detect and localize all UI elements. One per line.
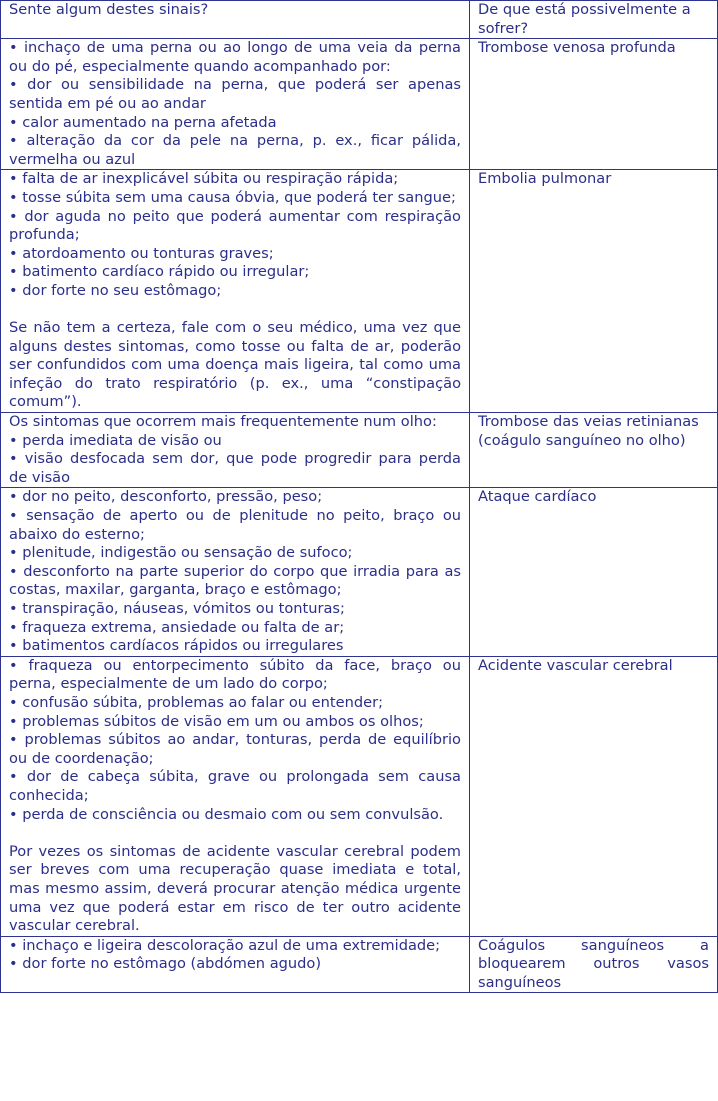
condition-cell <box>470 413 718 488</box>
condition-cell <box>470 39 718 170</box>
condition-name: Embolia pulmonar <box>478 170 612 188</box>
sign-line: • inchaço de uma perna ou ao longo de uma veia da perna ou do pé, especialmente quando acompanhado por: <box>9 39 461 75</box>
sign-line: • dor forte no estômago (abdómen agudo) <box>9 955 322 973</box>
sign-line: • tosse súbita sem uma causa óbvia, que poderá ter sangue; <box>9 188 456 206</box>
sign-line: • fraqueza ou entorpecimento súbito da face, braço ou perna, especialmente de um lado do corpo; <box>9 656 461 693</box>
sign-line: • confusão súbita, problemas ao falar ou entender; <box>9 693 384 711</box>
condition-note: (coágulo sanguíneo no olho) <box>478 431 686 449</box>
spacer <box>9 824 461 843</box>
sign-line: • problemas súbitos de visão em um ou ambos os olhos; <box>9 712 424 730</box>
sign-line: • batimento cardíaco rápido ou irregular; <box>9 263 310 281</box>
signs-cell <box>1 936 470 993</box>
header-condition: De que está possivelmente a sofrer? <box>470 1 718 39</box>
sign-note: Se não tem a certeza, fale com o seu médico, uma vez que alguns destes sintomas, como tosse ou falta de ar, poderão ser confundidos com uma doença mais ligeira, tal como uma infeção do trato respiratório (p. ex., uma “constipação comum”). <box>9 319 461 411</box>
signs-cell <box>1 413 470 488</box>
sign-line: • inchaço e ligeira descoloração azul de uma extremidade; <box>9 936 441 954</box>
sign-line: • dor aguda no peito que poderá aumentar com respiração profunda; <box>9 207 461 244</box>
signs-cell <box>1 170 470 413</box>
sign-line: • dor ou sensibilidade na perna, que poderá ser apenas sentida em pé ou ao andar <box>9 76 461 112</box>
sign-line: • dor no peito, desconforto, pressão, peso; <box>9 488 323 506</box>
condition-name: Ataque cardíaco <box>478 488 597 506</box>
sign-line: • fraqueza extrema, ansiedade ou falta de ar; <box>9 618 345 636</box>
signs-cell <box>1 488 470 656</box>
sign-line: • desconforto na parte superior do corpo que irradia para as costas, maxilar, garganta, braço e estômago; <box>9 562 461 599</box>
table-row <box>1 39 718 170</box>
sign-line: • dor forte no seu estômago; <box>9 281 222 299</box>
sign-line: • atordoamento ou tonturas graves; <box>9 244 274 262</box>
table-row <box>1 170 718 413</box>
sign-line: • batimentos cardíacos rápidos ou irregulares <box>9 637 344 655</box>
sign-line: • sensação de aperto ou de plenitude no peito, braço ou abaixo do esterno; <box>9 507 461 543</box>
table-row <box>1 413 718 488</box>
header-signs: Sente algum destes sinais? <box>1 1 470 39</box>
sign-line: • visão desfocada sem dor, que pode progredir para perda de visão <box>9 450 461 486</box>
sign-line: • problemas súbitos ao andar, tonturas, perda de equilíbrio ou de coordenação; <box>9 731 461 767</box>
table-row <box>1 488 718 656</box>
table-row <box>1 656 718 936</box>
table-row <box>1 936 718 993</box>
spacer <box>9 301 461 320</box>
sign-line: • falta de ar inexplicável súbita ou respiração rápida; <box>9 170 399 188</box>
sign-line: • alteração da cor da pele na perna, p. ex., ficar pálida, vermelha ou azul <box>9 132 461 168</box>
condition-cell <box>470 488 718 656</box>
sign-line: • perda imediata de visão ou <box>9 431 222 449</box>
condition-cell <box>470 936 718 993</box>
signs-cell <box>1 656 470 936</box>
condition-name: Coágulos sanguíneos a bloquearem outros vasos sanguíneos <box>478 936 709 991</box>
condition-name: Trombose venosa profunda <box>478 39 676 57</box>
sign-line: • calor aumentado na perna afetada <box>9 113 277 131</box>
condition-name: Acidente vascular cerebral <box>478 656 673 674</box>
sign-line: • transpiração, náuseas, vómitos ou tonturas; <box>9 600 345 617</box>
condition-cell <box>470 656 718 936</box>
sign-line: Os sintomas que ocorrem mais frequentemente num olho: <box>9 413 437 431</box>
sign-line: • perda de consciência ou desmaio com ou sem convulsão. <box>9 805 444 823</box>
condition-name: Trombose das veias retinianas <box>478 413 699 431</box>
sign-note: Por vezes os sintomas de acidente vascular cerebral podem ser breves com uma recuperação quase imediata e total, mas mesmo assim, deverá procurar atenção médica urgente uma vez que poderá estar em risco de ter outro acidente vascular cerebral. <box>9 842 461 935</box>
sign-line: • dor de cabeça súbita, grave ou prolongada sem causa conhecida; <box>9 768 461 804</box>
signs-cell <box>1 39 470 170</box>
sign-line: • plenitude, indigestão ou sensação de sufoco; <box>9 544 353 562</box>
table-header-row <box>1 1 718 39</box>
condition-cell <box>470 170 718 413</box>
